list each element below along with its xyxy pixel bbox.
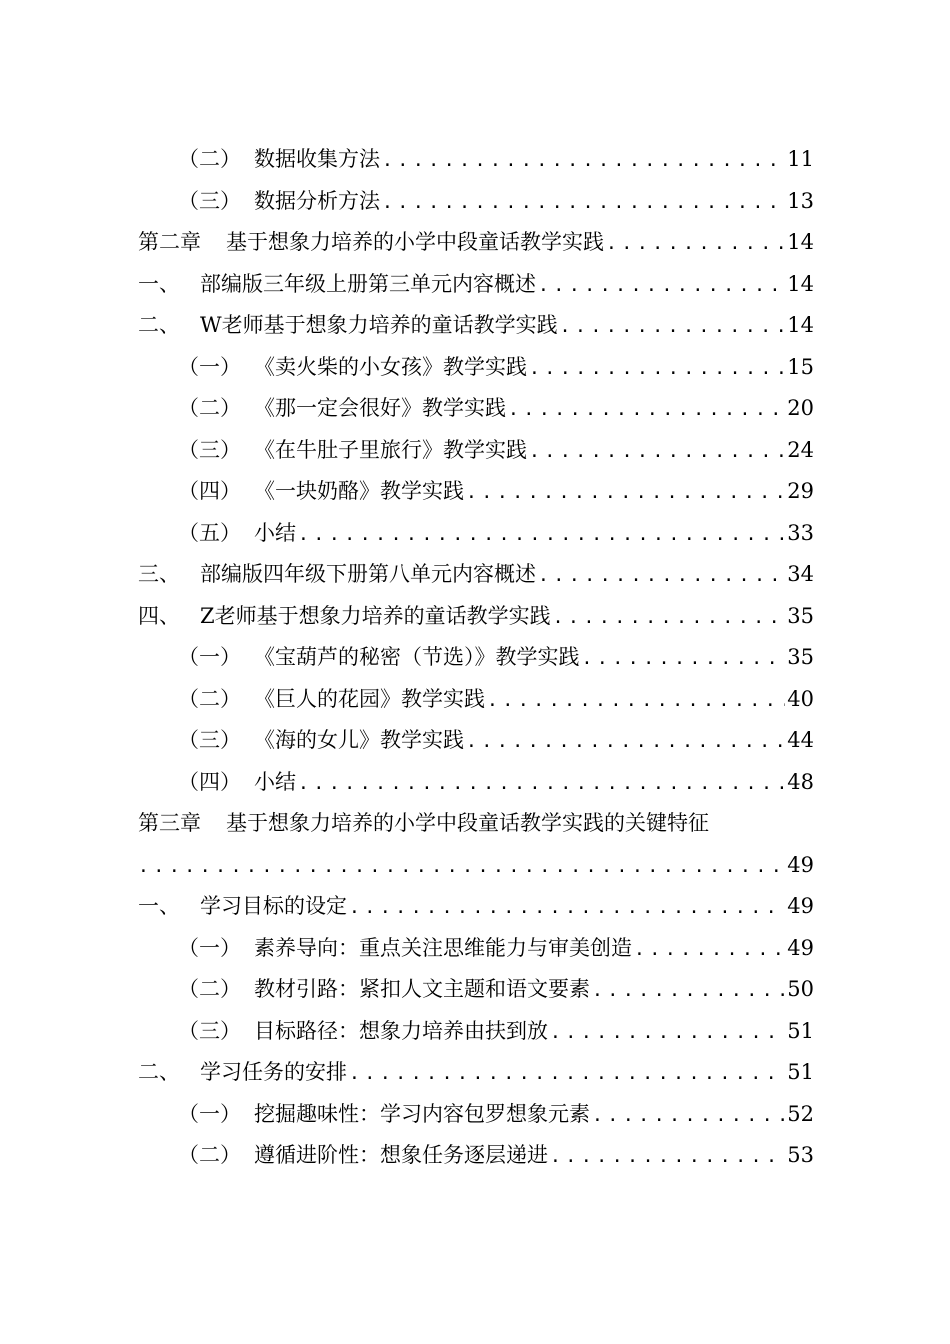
toc-entry-title: 挖掘趣味性：学习内容包罗想象元素 xyxy=(254,1101,590,1126)
toc-entry-title: 部编版三年级上册第三单元内容概述 xyxy=(200,271,536,296)
toc-entry-title: 部编版四年级下册第八单元内容概述 xyxy=(200,562,536,586)
toc-entry-page: 48 xyxy=(787,769,814,794)
dot-leader xyxy=(550,1142,785,1170)
toc-entry-page: 13 xyxy=(787,188,814,213)
toc-chapter-entry-continuation[interactable] xyxy=(0,844,950,886)
dot-leader xyxy=(550,1018,785,1046)
toc-entry-number: 四、 xyxy=(138,603,180,628)
toc-entry[interactable] xyxy=(0,1051,950,1093)
dot-leader xyxy=(466,478,785,506)
toc-entry-title: Z老师基于想象力培养的童话教学实践 xyxy=(200,603,551,628)
toc-entry-page: 35 xyxy=(787,645,814,669)
toc-entry-title: 小结 xyxy=(254,520,296,545)
dot-leader xyxy=(529,437,785,465)
toc-entry[interactable] xyxy=(0,636,950,678)
toc-chapter-entry[interactable] xyxy=(0,802,950,844)
toc-entry-title: 《巨人的花园》教学实践 xyxy=(254,686,485,711)
toc-entry-title: 《在牛肚子里旅行》教学实践 xyxy=(254,437,527,462)
toc-entry-page: 14 xyxy=(787,230,814,254)
toc-entry-number: 二、 xyxy=(138,1060,180,1084)
toc-entry-title: 基于想象力培养的小学中段童话教学实践的关键特征 xyxy=(226,811,709,835)
toc-entry[interactable] xyxy=(0,387,950,429)
toc-entry-number: 三、 xyxy=(138,562,180,586)
dot-leader xyxy=(582,644,786,672)
toc-entry-page: 49 xyxy=(787,935,814,960)
toc-entry-title: 教材引路：紧扣人文主题和语文要素 xyxy=(254,977,590,1001)
toc-entry-title: W老师基于想象力培养的童话教学实践 xyxy=(200,313,558,337)
toc-entry-page: 35 xyxy=(787,603,814,628)
toc-entry-title: 《一块奶酪》教学实践 xyxy=(254,479,464,503)
toc-entry-page: 11 xyxy=(787,147,814,171)
toc-entry[interactable] xyxy=(0,1093,950,1135)
toc-entry-page: 40 xyxy=(787,686,814,711)
toc-entry[interactable] xyxy=(0,470,950,512)
toc-entry-page: 44 xyxy=(787,728,814,752)
toc-entry-title: 《那一定会很好》教学实践 xyxy=(254,396,506,420)
toc-entry-page: 24 xyxy=(787,437,814,462)
toc-entry-page: 14 xyxy=(787,271,814,296)
toc-entry-title: 《海的女儿》教学实践 xyxy=(254,728,464,752)
toc-entry-title: 数据分析方法 xyxy=(254,188,380,213)
dot-leader xyxy=(382,188,785,216)
toc-entry-number: 二、 xyxy=(138,313,180,337)
toc-entry-number: （一） xyxy=(178,645,241,669)
toc-entry-title: 《宝葫芦的秘密（节选）》教学实践 xyxy=(254,645,580,669)
toc-entry[interactable] xyxy=(0,678,950,720)
dot-leader xyxy=(634,935,785,963)
dot-leader xyxy=(349,893,785,921)
toc-entry-page: 51 xyxy=(787,1060,814,1084)
toc-entry[interactable] xyxy=(0,429,950,471)
toc-entry[interactable] xyxy=(0,512,950,554)
toc-entry-number: （五） xyxy=(178,520,241,545)
toc-entry-title: 小结 xyxy=(254,769,296,794)
dot-leader xyxy=(592,1101,785,1129)
dot-leader xyxy=(298,520,785,548)
toc-entry-number: （三） xyxy=(178,437,241,462)
toc-entry-number: 一、 xyxy=(138,894,180,918)
toc-entry[interactable] xyxy=(0,263,950,305)
dot-leader xyxy=(138,852,785,880)
toc-entry-page: 29 xyxy=(787,479,814,503)
toc-entry[interactable] xyxy=(0,761,950,803)
dot-leader xyxy=(298,769,785,797)
toc-entry-page: 14 xyxy=(787,313,814,337)
toc-entry-number: （四） xyxy=(178,769,241,794)
toc-entry-page: 15 xyxy=(787,354,814,379)
toc-entry-title: 学习任务的安排 xyxy=(200,1060,347,1084)
toc-entry-number: （一） xyxy=(178,935,241,960)
toc-entry-page: 51 xyxy=(787,1018,814,1043)
toc-entry[interactable] xyxy=(0,346,950,388)
toc-entry[interactable] xyxy=(0,595,950,637)
toc-entry-number: （二） xyxy=(178,977,241,1001)
toc-entry-title: 《卖火柴的小女孩》教学实践 xyxy=(254,354,527,379)
dot-leader xyxy=(349,1059,785,1087)
toc-entry-number: （一） xyxy=(178,354,241,379)
dot-leader xyxy=(487,686,785,714)
toc-entry-title: 遵循进阶性：想象任务逐层递进 xyxy=(254,1143,548,1167)
toc-entry-number: 第二章 xyxy=(138,230,201,254)
toc-entry-number: （二） xyxy=(178,686,241,711)
toc-entry-title: 目标路径：想象力培养由扶到放 xyxy=(254,1018,548,1043)
toc-entry-page: 50 xyxy=(787,977,814,1001)
toc-entry-number: （三） xyxy=(178,728,241,752)
toc-entry-number: （三） xyxy=(178,1018,241,1043)
toc-entry-page: 34 xyxy=(787,562,814,586)
toc-entry-page: 52 xyxy=(787,1101,814,1126)
toc-entry[interactable] xyxy=(0,927,950,969)
toc-entry-page: 49 xyxy=(787,894,814,918)
toc-entry[interactable] xyxy=(0,138,950,180)
toc-entry[interactable] xyxy=(0,968,950,1010)
dot-leader xyxy=(606,229,785,257)
toc-entry-title: 素养导向：重点关注思维能力与审美创造 xyxy=(254,935,632,960)
toc-entry-title: 学习目标的设定 xyxy=(200,894,347,918)
toc-entry-page: 33 xyxy=(787,520,814,545)
toc-entry[interactable] xyxy=(0,719,950,761)
toc-entry[interactable] xyxy=(0,553,950,595)
toc-entry-number: （四） xyxy=(178,479,241,503)
toc-chapter-entry[interactable] xyxy=(0,221,950,263)
toc-entry[interactable] xyxy=(0,1010,950,1052)
toc-entry-number: （二） xyxy=(178,396,241,420)
toc-entry[interactable] xyxy=(0,885,950,927)
toc-entry-number: （二） xyxy=(178,147,241,171)
dot-leader xyxy=(553,603,786,631)
toc-entry-page: 53 xyxy=(787,1143,814,1167)
toc-entry-number: （一） xyxy=(178,1101,241,1126)
toc-entry-number: 一、 xyxy=(138,271,180,296)
dot-leader xyxy=(538,561,785,589)
dot-leader xyxy=(538,271,785,299)
toc-entry-title: 数据收集方法 xyxy=(254,147,380,171)
toc-entry-number: （二） xyxy=(178,1143,241,1167)
toc-entry[interactable] xyxy=(0,180,950,222)
toc-entry-page: 20 xyxy=(787,396,814,420)
toc-entry-title: 基于想象力培养的小学中段童话教学实践 xyxy=(226,230,604,254)
toc-entry-number: 第三章 xyxy=(138,811,201,835)
toc-entry-number: （三） xyxy=(178,188,241,213)
dot-leader xyxy=(382,146,785,174)
dot-leader xyxy=(466,727,785,755)
toc-entry[interactable] xyxy=(0,1134,950,1176)
table-of-contents xyxy=(0,138,950,1176)
dot-leader xyxy=(529,354,785,382)
dot-leader xyxy=(592,976,785,1004)
toc-entry-page: 49 xyxy=(787,852,814,877)
toc-entry[interactable] xyxy=(0,304,950,346)
dot-leader xyxy=(508,395,785,423)
dot-leader xyxy=(560,312,786,340)
